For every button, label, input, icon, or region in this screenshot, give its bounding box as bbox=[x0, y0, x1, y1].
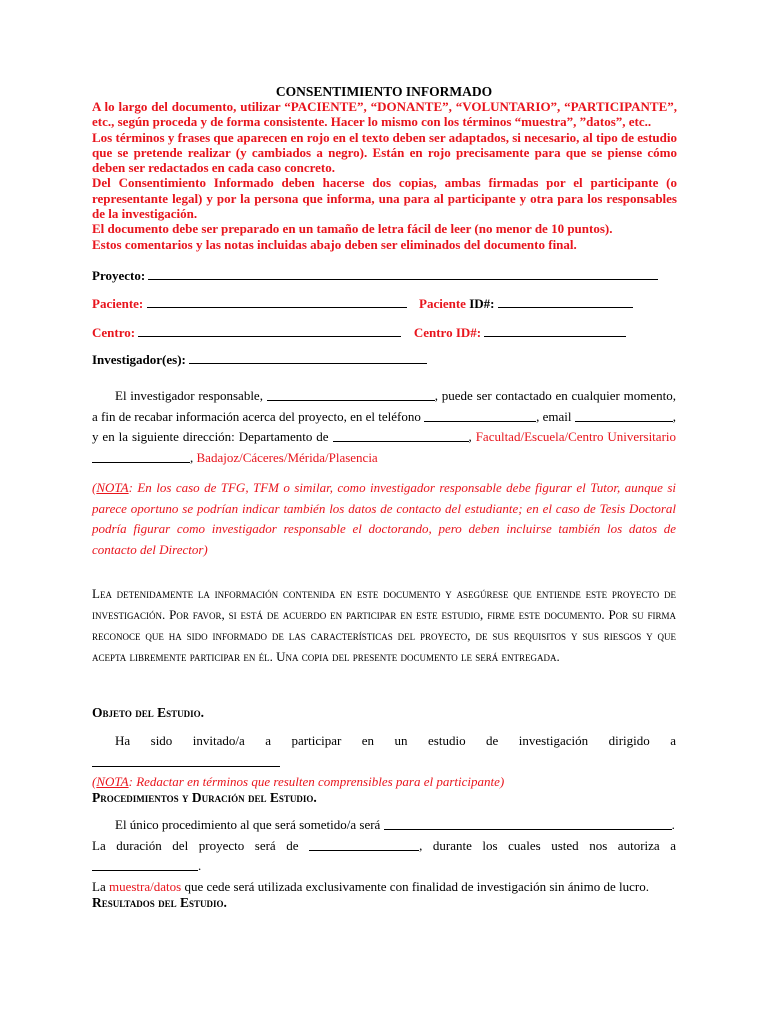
field-proyecto-label: Proyecto: bbox=[92, 268, 146, 283]
heading-resultados: Resultados del Estudio. bbox=[92, 895, 227, 910]
field-investigadores-blank[interactable] bbox=[189, 352, 427, 364]
heading-objeto: Objeto del Estudio. bbox=[92, 705, 204, 720]
instruction-5: Estos comentarios y las notas incluidas abajo deben ser eliminados del documento final. bbox=[92, 236, 577, 252]
field-paciente bbox=[92, 296, 633, 312]
field-centro-label: Centro: bbox=[92, 325, 136, 340]
objeto-blank[interactable] bbox=[92, 754, 280, 767]
field-centro-id-blank[interactable] bbox=[484, 325, 626, 337]
field-proyecto bbox=[92, 268, 658, 284]
email-blank[interactable] bbox=[575, 409, 673, 422]
field-proyecto-blank[interactable] bbox=[148, 268, 658, 280]
instruction-2: Los términos y frases que aparecen en rojo en el texto deben ser adaptados, si necesario, al tipo de estudio que se pretende realizar (y cambiados a negro). Están en rojo precisamente para que se piense cómo deben ser redactados en cada caso concreto. bbox=[92, 129, 677, 176]
field-paciente-id-blank[interactable] bbox=[498, 296, 633, 308]
field-centro-blank[interactable] bbox=[138, 325, 401, 337]
field-paciente-blank[interactable] bbox=[147, 296, 407, 308]
contact-paragraph: El investigador responsable, , puede ser contactado en cualquier momento, a fin de recabar información acerca del proyecto, en el teléfono , email , y en la siguiente dirección: Departamento de , Facultad/Escuela/Centro Universitario , Badajoz/Cáceres/Mérida/Plasencia bbox=[92, 388, 677, 466]
field-centro-id-label: Centro ID#: bbox=[413, 325, 482, 340]
duracion-blank[interactable] bbox=[309, 838, 419, 851]
objeto-paragraph: Ha sido invitado/a a participar en un estudio de investigación dirigido a (NOTA: Redactar en términos que resulten comprensibles para el participante) bbox=[92, 731, 676, 793]
intro-paragraph: Lea detenidamente la información contenida en este documento y asegúrese que entiende este proyecto de investigación. Por favor, si está de acuerdo en participar en este estudio, firme este documento. Por su firma reconoce que ha sido informado de las características del proyecto, de sus requisitos y sus riesgos y que acepta libremente participar en él. Una copia del presente documento le será entregada. bbox=[92, 586, 676, 664]
investigator-name-blank[interactable] bbox=[267, 388, 435, 401]
note-objeto: (NOTA: Redactar en términos que resulten comprensibles para el participante) bbox=[92, 774, 505, 790]
instruction-4: El documento debe ser preparado en un tamaño de letra fácil de leer (no menor de 10 puntos). bbox=[92, 221, 613, 237]
autoriza-blank[interactable] bbox=[92, 858, 198, 871]
procedimiento-blank[interactable] bbox=[384, 817, 672, 830]
field-paciente-label: Paciente: bbox=[92, 296, 144, 311]
field-investigadores bbox=[92, 352, 427, 368]
procedimientos-paragraph: El único procedimiento al que será sometido/a será . La duración del proyecto será de , durante los cuales usted nos autoriza a . La muestra/datos que cede será utilizada exclusivamente con finalidad de investigación sin ánimo de lucro. bbox=[92, 817, 676, 895]
instruction-3: Del Consentimiento Informado deben hacerse dos copias, ambas firmadas por el participante (o representante legal) y por la persona que informa, una para al participante y otra para los responsables de la investigación. bbox=[92, 175, 677, 222]
centre-blank[interactable] bbox=[92, 450, 190, 463]
phone-blank[interactable] bbox=[424, 409, 536, 422]
field-investigadores-label: Investigador(es): bbox=[92, 352, 186, 367]
department-blank[interactable] bbox=[333, 429, 469, 442]
instruction-1: A lo largo del documento, utilizar “PACIENTE”, “DONANTE”, “VOLUNTARIO”, “PARTICIPANTE”, etc., según proceda y de forma consistente. Hacer lo mismo con los términos “muestra”, ”datos”, etc.. bbox=[92, 99, 677, 130]
document-title: CONSENTIMIENTO INFORMADO bbox=[275, 84, 493, 99]
note-investigator: (NOTA: En los caso de TFG, TFM o similar, como investigador responsable debe figurar el Tutor, aunque si parece oportuno se podrían indicar también los datos de contacto del estudiante; en el caso de Tesis Doctoral podría figurar como investigador responsable el doctorando, pero deben incluirse también los datos de contacto del Director) bbox=[92, 480, 676, 558]
instructions-block bbox=[92, 99, 677, 252]
heading-procedimientos: Procedimientos y Duración del Estudio. bbox=[92, 790, 317, 805]
field-paciente-id-label-red: Paciente bbox=[419, 296, 466, 311]
field-centro bbox=[92, 325, 626, 341]
field-paciente-id-label: ID#: bbox=[469, 296, 495, 311]
